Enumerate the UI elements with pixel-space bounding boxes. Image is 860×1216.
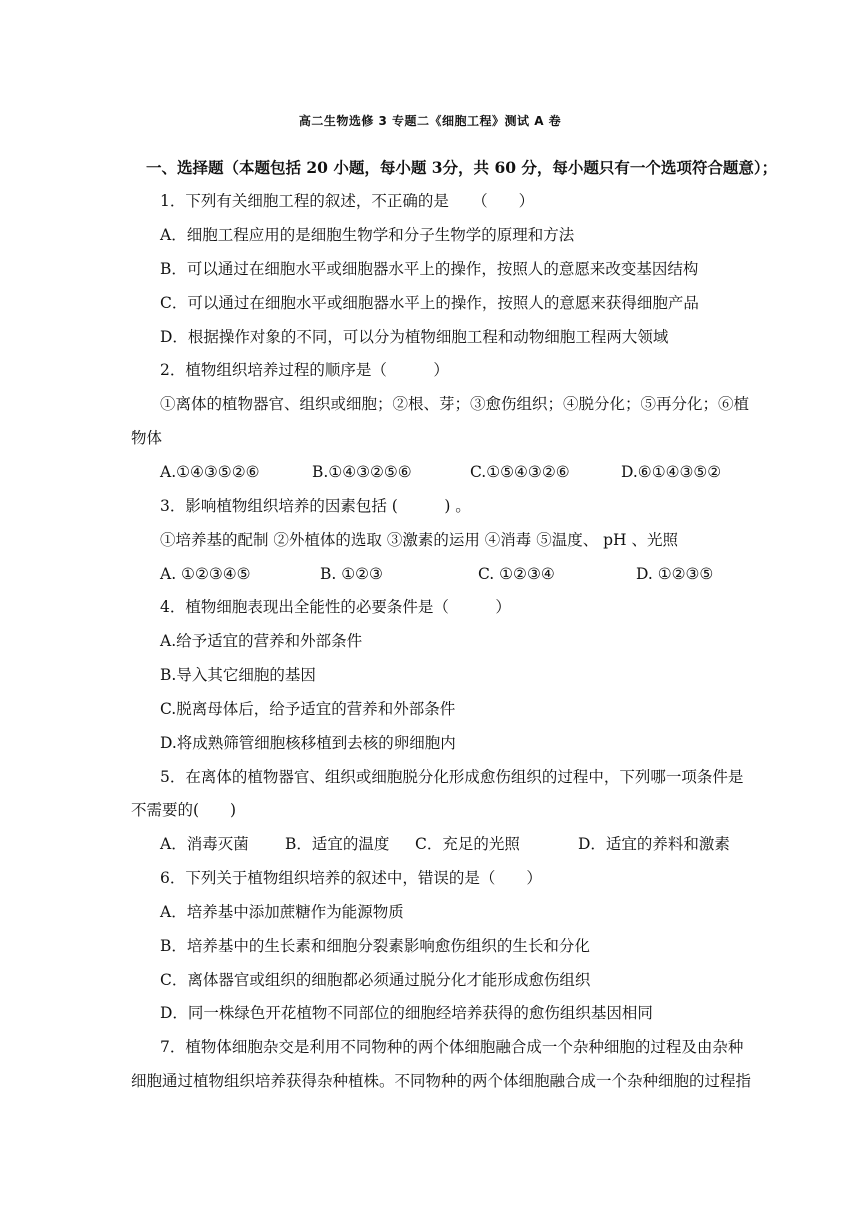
q5-option-c: C．充足的光照 — [415, 835, 520, 853]
q5-stem-line2: 不需要的( ) — [131, 801, 237, 819]
q1-option-b: B．可以通过在细胞水平或细胞器水平上的操作，按照人的意愿来改变基因结构 — [160, 260, 699, 278]
q7-stem-line2: 细胞通过植物组织培养获得杂种植株。不同物种的两个体细胞融合成一个杂种细胞的过程指 — [131, 1072, 752, 1090]
q4-option-b: B.导入其它细胞的基因 — [160, 666, 316, 684]
q3-option-d: D. ①②③⑤ — [636, 565, 714, 583]
q1-option-d: D．根据操作对象的不同，可以分为植物细胞工程和动物细胞工程两大领域 — [160, 328, 669, 346]
q3-option-a: A. ①②③④⑤ — [160, 565, 251, 583]
q3-option-b: B. ①②③ — [320, 565, 383, 583]
q2-option-a: A.①④③⑤②⑥ — [160, 463, 260, 481]
page-title: 高二生物选修 3 专题二《细胞工程》测试 A 卷 — [298, 114, 562, 128]
q1-option-a: A．细胞工程应用的是细胞生物学和分子生物学的原理和方法 — [160, 226, 575, 244]
q6-stem: 6．下列关于植物组织培养的叙述中，错误的是（ ） — [160, 869, 542, 887]
q2-items-line2: 物体 — [131, 429, 163, 447]
q4-stem: 4．植物细胞表现出全能性的必要条件是（ ） — [160, 598, 511, 616]
q1-stem: 1．下列有关细胞工程的叙述，不正确的是 （ ） — [160, 192, 535, 210]
q1-option-c: C．可以通过在细胞水平或细胞器水平上的操作，按照人的意愿来获得细胞产品 — [160, 294, 699, 312]
q4-option-d: D.将成熟筛管细胞核移植到去核的卵细胞内 — [160, 734, 456, 752]
q2-option-b: B.①④③②⑤⑥ — [312, 463, 412, 481]
q6-option-a: A．培养基中添加蔗糖作为能源物质 — [160, 903, 404, 921]
q2-option-d: D.⑥①④③⑤② — [621, 463, 722, 481]
q3-option-c: C. ①②③④ — [478, 565, 555, 583]
q6-option-d: D．同一株绿色开花植物不同部位的细胞经培养获得的愈伤组织基因相同 — [160, 1004, 653, 1022]
q2-items-line1: ①离体的植物器官、组织或细胞；②根、芽；③愈伤组织；④脱分化；⑤再分化；⑥植 — [160, 395, 750, 413]
q2-stem: 2．植物组织培养过程的顺序是（ ） — [160, 361, 449, 379]
q5-option-a: A．消毒灭菌 — [160, 835, 249, 853]
q5-option-d: D．适宜的养料和激素 — [578, 835, 730, 853]
q7-stem-line1: 7．植物体细胞杂交是利用不同物种的两个体细胞融合成一个杂种细胞的过程及由杂种 — [160, 1038, 744, 1056]
q3-items: ①培养基的配制 ②外植体的选取 ③激素的运用 ④消毒 ⑤温度、 pH 、光照 — [160, 531, 679, 549]
q3-stem: 3．影响植物组织培养的因素包括 ( ) 。 — [160, 497, 471, 515]
q6-option-b: B．培养基中的生长素和细胞分裂素影响愈伤组织的生长和分化 — [160, 937, 590, 955]
q2-option-c: C.①⑤④③②⑥ — [470, 463, 570, 481]
q5-stem-line1: 5．在离体的植物器官、组织或细胞脱分化形成愈伤组织的过程中，下列哪一项条件是 — [160, 768, 744, 786]
q4-option-a: A.给予适宜的营养和外部条件 — [160, 632, 363, 650]
section-header: 一、选择题（本题包括 20 小题，每小题 3分，共 60 分，每小题只有一个选项符合题意）； — [146, 158, 778, 177]
q4-option-c: C.脱离母体后，给予适宜的营养和外部条件 — [160, 700, 456, 718]
q6-option-c: C．离体器官或组织的细胞都必须通过脱分化才能形成愈伤组织 — [160, 971, 591, 989]
q5-option-b: B．适宜的温度 — [285, 835, 390, 853]
